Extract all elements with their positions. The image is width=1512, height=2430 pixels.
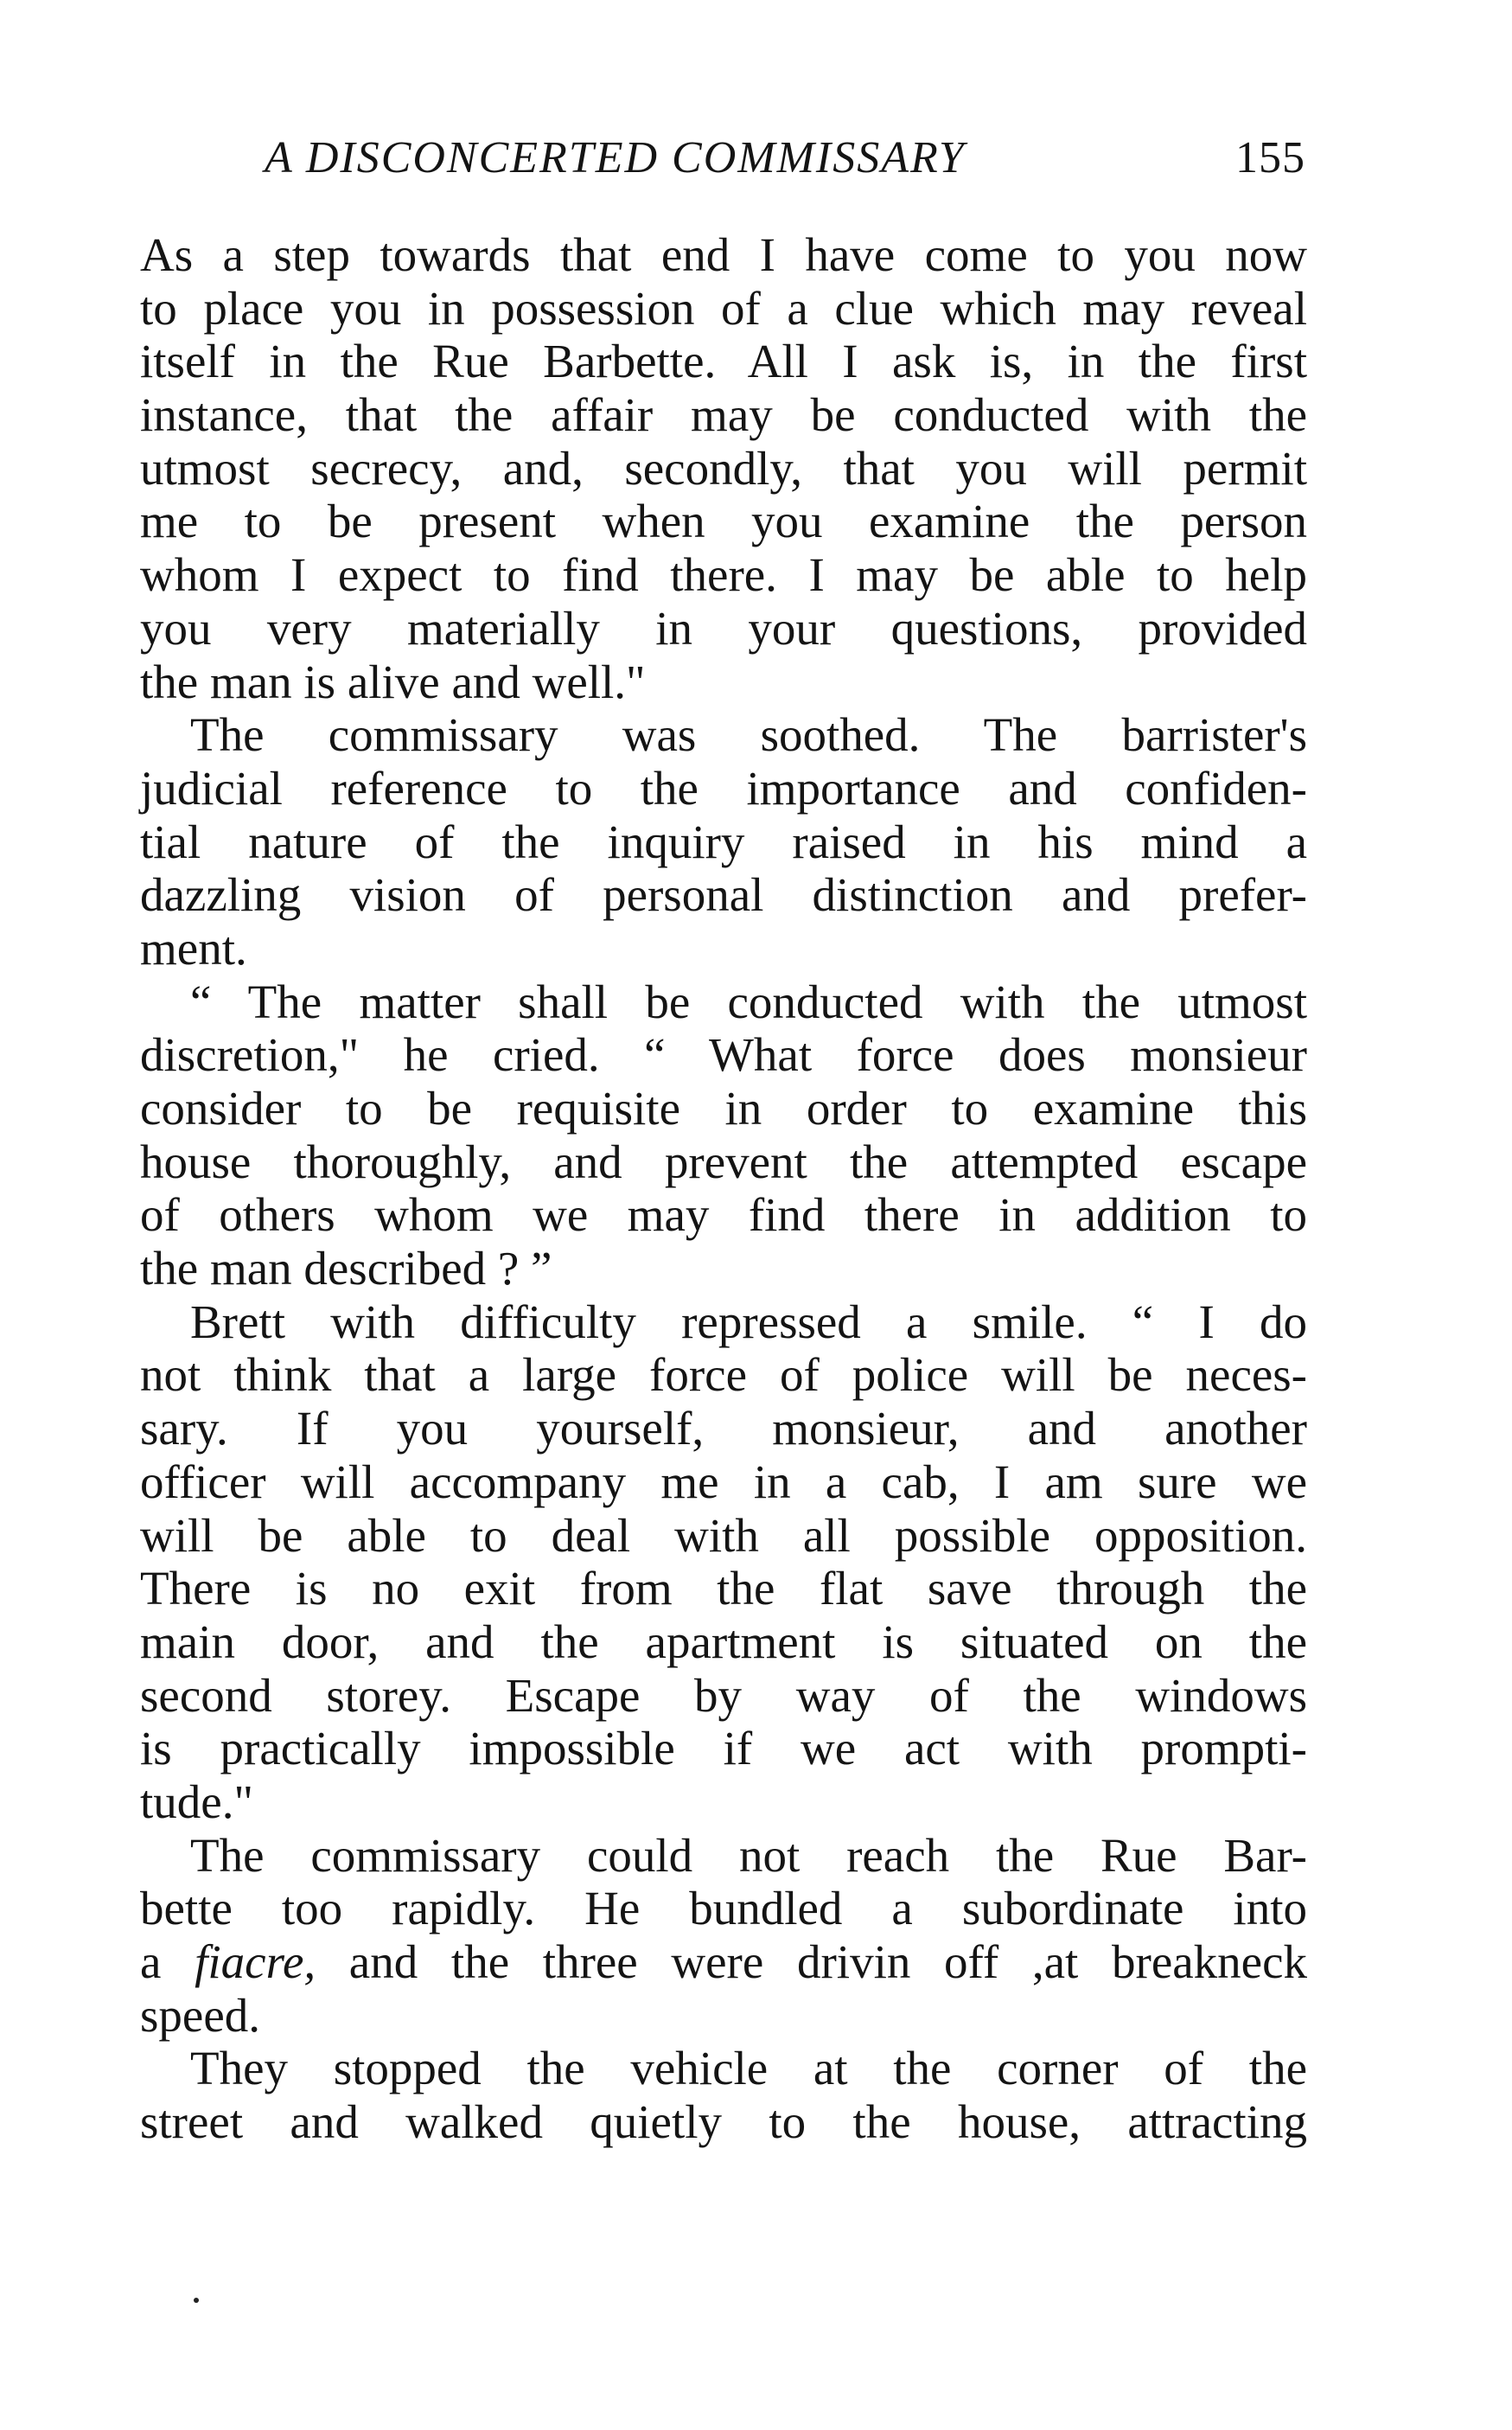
text-line: not think that a large force of police will be neces- [140,1348,1307,1402]
text-line: will be able to deal with all possible opposition. [140,1508,1307,1562]
text-line: the man described ? ” [140,1242,552,1295]
text-line: judicial reference to the importance and confiden- [140,761,1307,815]
page-number: 155 [1235,133,1305,182]
running-header [251,128,1305,189]
text-line: second storey. Escape by way of the windows [140,1668,1307,1722]
text-line: bette too rapidly. He bundled a subordinate into [140,1882,1307,1935]
ink-speck [194,2298,199,2303]
text-line: Brett with difficulty repressed a smile. “ I do [190,1295,1307,1348]
running-title: A DISCONCERTED COMMISSARY [265,133,966,182]
text-fragment: a [140,1935,195,1988]
text-line: “ The matter shall be conducted with the utmost [190,975,1307,1028]
text-line: me to be present when you examine the person [140,495,1307,548]
text-line: speed. [140,1988,260,2042]
text-line: officer will accompany me in a cab, I am sure we [140,1455,1307,1508]
text-line: of others whom we may find there in addition to [140,1188,1307,1242]
text-line: tial nature of the inquiry raised in his mind a [140,815,1307,868]
text-line: utmost secrecy, and, secondly, that you will permit [140,441,1307,495]
text-line: tude." [140,1775,253,1828]
text-line: main door, and the apartment is situated on the [140,1615,1307,1668]
text-line: They stopped the vehicle at the corner of the [190,2042,1307,2095]
text-line: sary. If you yourself, monsieur, and another [140,1402,1307,1455]
italic-word: fiacre, [195,1935,316,1988]
text-line-with-italic [140,1935,1307,1989]
text-line: The commissary could not reach the Rue Bar- [190,1828,1307,1882]
text-line: whom I expect to find there. I may be able to help [140,548,1307,602]
text-line: you very materially in your questions, provided [140,601,1307,655]
text-line: discretion," he cried. “ What force does monsieur [140,1028,1307,1082]
text-line: ment. [140,921,247,975]
text-line: the man is alive and well." [140,655,646,708]
text-line: There is no exit from the flat save through the [140,1562,1307,1615]
text-line: The commissary was soothed. The barrister's [190,708,1307,762]
text-line: dazzling vision of personal distinction and prefer- [140,868,1307,922]
text-line: to place you in possession of a clue which may reveal [140,281,1307,335]
text-line: house thoroughly, and prevent the attempted escape [140,1135,1307,1188]
text-fragment: and the three were drivin off ,at breakneck [316,1935,1307,1988]
body-text [140,228,1307,2149]
text-line: street and walked quietly to the house, attracting [140,2095,1307,2149]
text-line: consider to be requisite in order to examine this [140,1082,1307,1135]
text-line: itself in the Rue Barbette. All I ask is, in the first [140,335,1307,388]
text-line: As a step towards that end I have come to you now [140,228,1307,281]
text-line: instance, that the affair may be conducted with the [140,388,1307,442]
text-line: is practically impossible if we act with prompti- [140,1722,1307,1775]
